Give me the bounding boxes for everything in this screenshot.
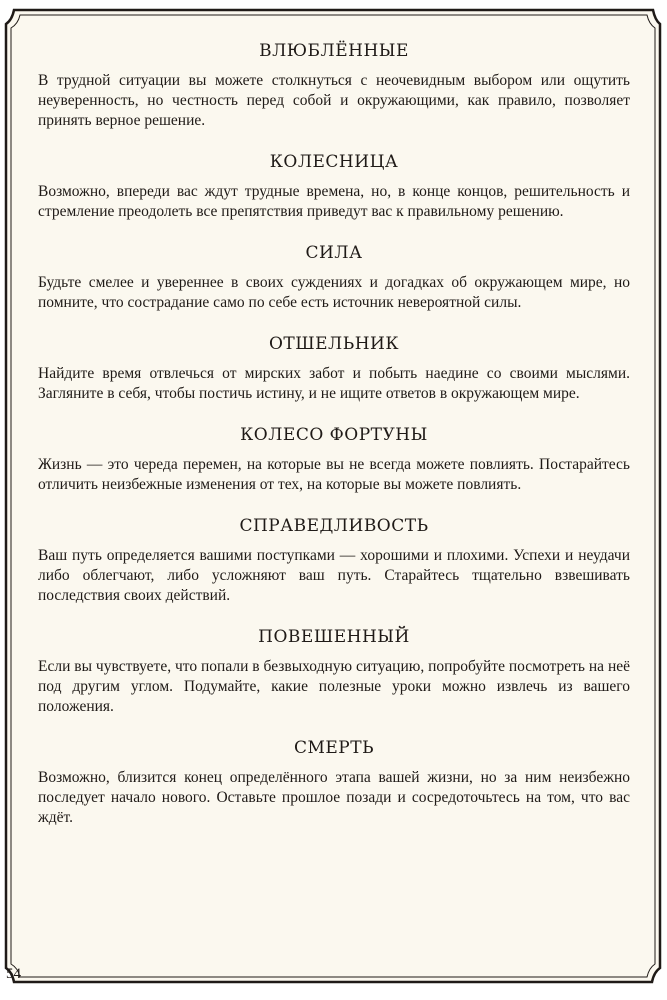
section-text: Будьте смелее и увереннее в своих суждениях и догадках об окружающем мире, но помните, что сострадание само по себе есть источник невероятной силы.: [38, 274, 630, 311]
section-title: ПОВЕШЕННЫЙ: [258, 627, 410, 647]
section-death: [38, 737, 630, 828]
section-wheel-of-fortune: [38, 424, 630, 495]
content-area: [38, 40, 630, 848]
section-lovers: [38, 40, 630, 131]
section-text: Ваш путь определяется вашими поступками — хорошими и плохими. Успехи и неудачи либо облегчают, либо усложняют ваш путь. Старайтесь тщательно взвешивать последствия своих действий.: [38, 547, 630, 604]
section-strength: [38, 242, 630, 313]
page-number: 54: [6, 966, 21, 982]
section-hermit: [38, 333, 630, 404]
section-title: КОЛЕСНИЦА: [269, 152, 399, 172]
section-text: Если вы чувствуете, что попали в безвыходную ситуацию, попробуйте посмотреть на неё под другим углом. Подумайте, какие полезные уроки можно извлечь из вашего положения.: [38, 658, 630, 715]
section-title: СМЕРТЬ: [293, 738, 375, 758]
section-chariot: [38, 151, 630, 222]
section-title: КОЛЕСО ФОРТУНЫ: [240, 425, 428, 445]
section-title: ВЛЮБЛЁННЫЕ: [259, 41, 409, 61]
section-title: ОТШЕЛЬНИК: [268, 334, 400, 354]
section-text: Найдите время отвлечься от мирских забот и побыть наедине со своими мыслями. Загляните в себя, чтобы постичь истину, и не ищите ответов в окружающем мире.: [38, 365, 630, 402]
section-text: В трудной ситуации вы можете столкнуться с неочевидным выбором или ощутить неуверенность, но честность перед собой и окружающими, как правило, позволяет принять верное решение.: [38, 72, 630, 129]
section-title: СИЛА: [305, 243, 363, 263]
section-hanged-man: [38, 626, 630, 717]
section-title: СПРАВЕДЛИВОСТЬ: [239, 516, 429, 536]
section-text: Жизнь — это череда перемен, на которые вы не всегда можете повлиять. Постарайтесь отличить неизбежные изменения от тех, на которые вы можете повлиять.: [38, 456, 630, 493]
section-text: Возможно, близится конец определённого этапа вашей жизни, но за ним неизбежно последует начало нового. Оставьте прошлое позади и сосредоточьтесь на том, что вас ждёт.: [38, 769, 630, 826]
section-text: Возможно, впереди вас ждут трудные времена, но, в конце концов, решительность и стремление преодолеть все препятствия приведут вас к правильному решению.: [38, 183, 630, 220]
section-justice: [38, 515, 630, 606]
